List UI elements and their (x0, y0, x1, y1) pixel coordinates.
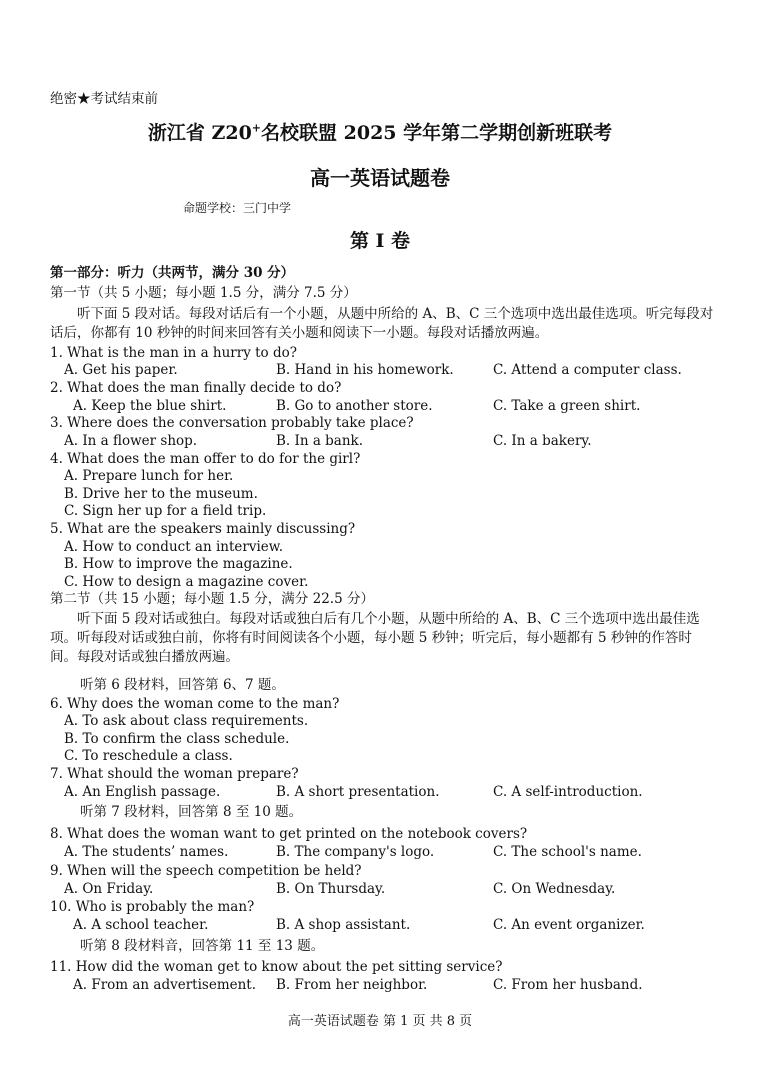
question-stem: 7. What should the woman prepare? (50, 766, 299, 782)
option-a: A. Get his paper. (64, 362, 178, 378)
option-c: C. Sign her up for a field trip. (64, 503, 267, 519)
option-c: C. The school's name. (493, 844, 642, 860)
option-c: C. From her husband. (493, 977, 643, 993)
option-b: B. On Thursday. (276, 881, 386, 897)
option-b: B. In a bank. (276, 433, 364, 449)
material8-note: 听第 8 段材料音，回答第 11 至 13 题。 (80, 938, 325, 954)
section1-instructions: 听下面 5 段对话。每段对话后有一个小题，从题中所给的 A、B、C 三个选项中选出最佳选项。听完每段对话后，你都有 10 秒钟的时间来回答有关小题和阅读下一小题。每段对话播放两遍。 (50, 306, 714, 341)
question-stem: 1. What is the man in a hurry to do? (50, 345, 297, 361)
option-a: A. How to conduct an interview. (64, 539, 284, 555)
option-b: B. Hand in his homework. (276, 362, 454, 378)
option-b: B. The company's logo. (276, 844, 435, 860)
question-stem: 4. What does the man offer to do for the girl? (50, 451, 361, 467)
setter-school: 命题学校：三门中学 (183, 201, 292, 215)
exam-subtitle: 高一英语试题卷 (310, 166, 450, 190)
option-c: C. Take a green shirt. (493, 398, 641, 414)
exam-title (0, 118, 760, 145)
confidential-label: 绝密★考试结束前 (50, 91, 158, 107)
option-a: A. In a flower shop. (64, 433, 198, 449)
title-sup: + (251, 121, 262, 135)
option-a: A. Prepare lunch for her. (64, 468, 234, 484)
option-c: C. In a bakery. (493, 433, 592, 449)
option-a: A. The students’ names. (64, 844, 229, 860)
option-a: A. From an advertisement. (73, 977, 257, 993)
volume-heading: 第 I 卷 (349, 230, 411, 252)
question-stem: 9. When will the speech competition be held? (50, 863, 362, 879)
section2-heading: 第二节（共 15 小题；每小题 1.5 分，满分 22.5 分） (50, 591, 374, 607)
question-stem: 5. What are the speakers mainly discussing? (50, 521, 356, 537)
option-b: B. A shop assistant. (276, 917, 411, 933)
option-b: B. To confirm the class schedule. (64, 731, 290, 747)
section1-heading: 第一节（共 5 小题；每小题 1.5 分，满分 7.5 分） (50, 285, 357, 301)
section2-instructions: 听下面 5 段对话或独白。每段对话或独白后有几个小题，从题中所给的 A、B、C 三个选项中选出最佳选项。听每段对话或独白前，你将有时间阅读各个小题，每小题 5 秒钟；听完后，每小题都有 5 秒钟的作答时间。每段对话或独白播放两遍。 (50, 611, 700, 665)
question-stem: 3. Where does the conversation probably take place? (50, 415, 414, 431)
option-c: C. An event organizer. (493, 917, 645, 933)
option-b: B. Go to another store. (276, 398, 433, 414)
option-c: C. To reschedule a class. (64, 748, 233, 764)
option-c: C. Attend a computer class. (493, 362, 682, 378)
option-b: B. Drive her to the museum. (64, 486, 258, 502)
material6-note: 听第 6 段材料，回答第 6、7 题。 (80, 677, 285, 693)
option-a: A. Keep the blue shirt. (73, 398, 227, 414)
option-a: A. A school teacher. (73, 917, 209, 933)
option-c: C. On Wednesday. (493, 881, 616, 897)
question-stem: 11. How did the woman get to know about the pet sitting service? (50, 959, 503, 975)
material7-note: 听第 7 段材料，回答第 8 至 10 题。 (80, 804, 303, 820)
question-stem: 8. What does the woman want to get printed on the notebook covers? (50, 826, 528, 842)
option-c: C. How to design a magazine cover. (64, 574, 309, 590)
option-b: B. From her neighbor. (276, 977, 428, 993)
option-b: B. How to improve the magazine. (64, 556, 293, 572)
title-pre: 浙江省 Z20 (147, 122, 252, 144)
part1-heading: 第一部分：听力（共两节，满分 30 分） (50, 265, 295, 281)
option-a: A. An English passage. (64, 784, 221, 800)
question-stem: 6. Why does the woman come to the man? (50, 696, 340, 712)
option-a: A. To ask about class requirements. (64, 713, 309, 729)
title-post: 名校联盟 2025 学年第二学期创新班联考 (261, 122, 613, 144)
question-stem: 10. Who is probably the man? (50, 899, 255, 915)
option-b: B. A short presentation. (276, 784, 440, 800)
question-stem: 2. What does the man finally decide to do? (50, 380, 342, 396)
page-footer: 高一英语试题卷 第 1 页 共 8 页 (287, 1014, 473, 1029)
option-a: A. On Friday. (64, 881, 154, 897)
option-c: C. A self-introduction. (493, 784, 643, 800)
